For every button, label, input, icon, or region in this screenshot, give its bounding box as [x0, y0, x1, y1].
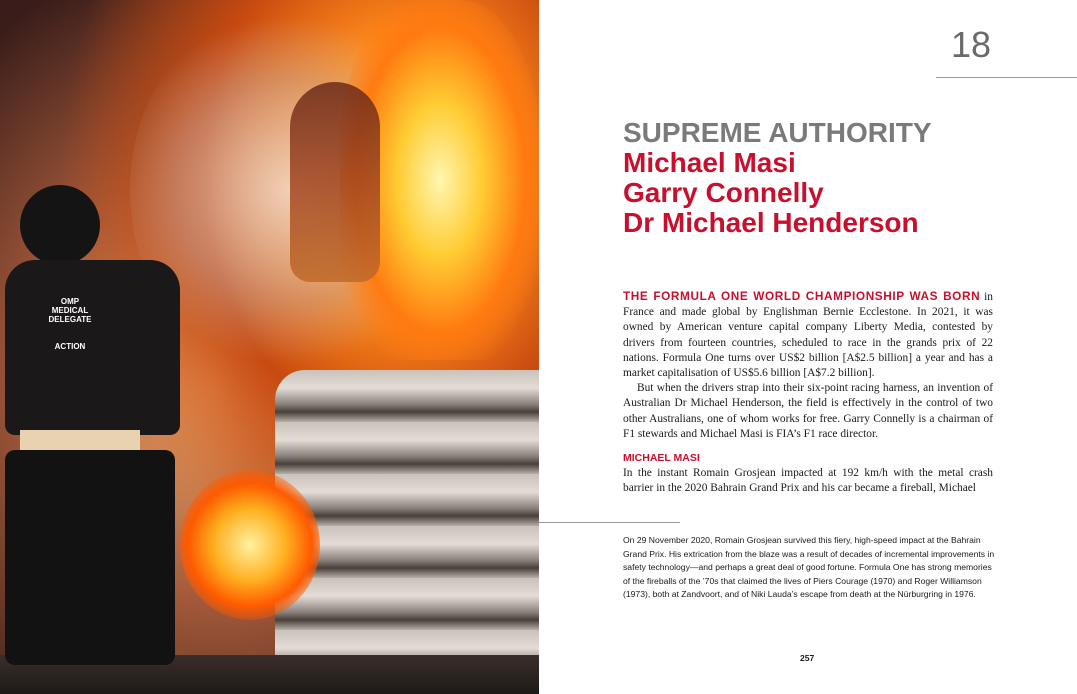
suit-medical-text: MEDICAL — [51, 306, 89, 315]
paragraph-1 — [623, 289, 993, 381]
page-number: 257 — [800, 653, 815, 663]
article-body — [623, 289, 993, 497]
ground-fire — [180, 470, 320, 620]
chapter-title: SUPREME AUTHORITY — [623, 117, 932, 148]
paragraph-3: In the instant Romain Grosjean impacted at 192 km/h with the metal crash barrier in the 2020 Bahrain Grand Prix and his car became a fireball, Michael — [623, 467, 993, 495]
marshal-belt — [20, 430, 140, 450]
marshal-legs — [5, 450, 175, 665]
driver-figure — [290, 82, 380, 282]
section-subhead: MICHAEL MASI — [623, 452, 700, 465]
marshal-suit-text — [35, 297, 105, 351]
subject-name-1: Michael Masi — [623, 147, 796, 178]
photo-caption: On 29 November 2020, Romain Grosjean survived this fiery, high-speed impact at the Bahrain Grand Prix. His extrication from the blaze was a result of decades of incremental improvements in safety technology—and perhaps a great deal of good fortune. Formula One has strong memories of the fireballs of the ’70s that claimed the lives of Piers Courage (1970) and Roger Williamson (1973), both at Zandvoort, and of Niki Lauda’s escape from death at the Nürburgring in 1976. — [623, 535, 995, 599]
lead-in-caps: THE FORMULA ONE WORLD CHAMPIONSHIP WAS BORN — [623, 289, 981, 303]
chapter-number: 18 — [950, 24, 991, 65]
subject-name-3: Dr Michael Henderson — [623, 207, 919, 238]
suit-action-text: ACTION — [54, 342, 86, 351]
paragraph-2: But when the drivers strap into their six-point racing harness, an invention of Australian Dr Michael Henderson, the field is effectively in the control of two other Australians, one of whom works for free. Garry Connelly is a chairman of F1 stewards and Michael Masi is FIA’s F1 race director. — [623, 382, 993, 440]
marshal-helmet — [20, 185, 100, 265]
medical-marshal — [5, 185, 180, 665]
paragraph-1-text: in France and made global by Englishman Bernie Ecclestone. In 2021, it was owned by American venture capital company Liberty Media, contested by drivers from fourteen countries, scheduled to race in the grands prix of 22 nations. Formula One turns over US$2 billion [A$2.5 billion] a year and has a market capitalisation of US$5.6 billion [A$7.2 billion]. — [623, 291, 993, 380]
suit-delegate-text: DELEGATE — [48, 315, 92, 324]
caption-divider — [539, 522, 680, 523]
suit-logo-text: OMP — [60, 297, 80, 306]
subject-name-2: Garry Connelly — [623, 177, 824, 208]
top-divider — [936, 77, 1077, 78]
chapter-heading — [623, 118, 932, 238]
